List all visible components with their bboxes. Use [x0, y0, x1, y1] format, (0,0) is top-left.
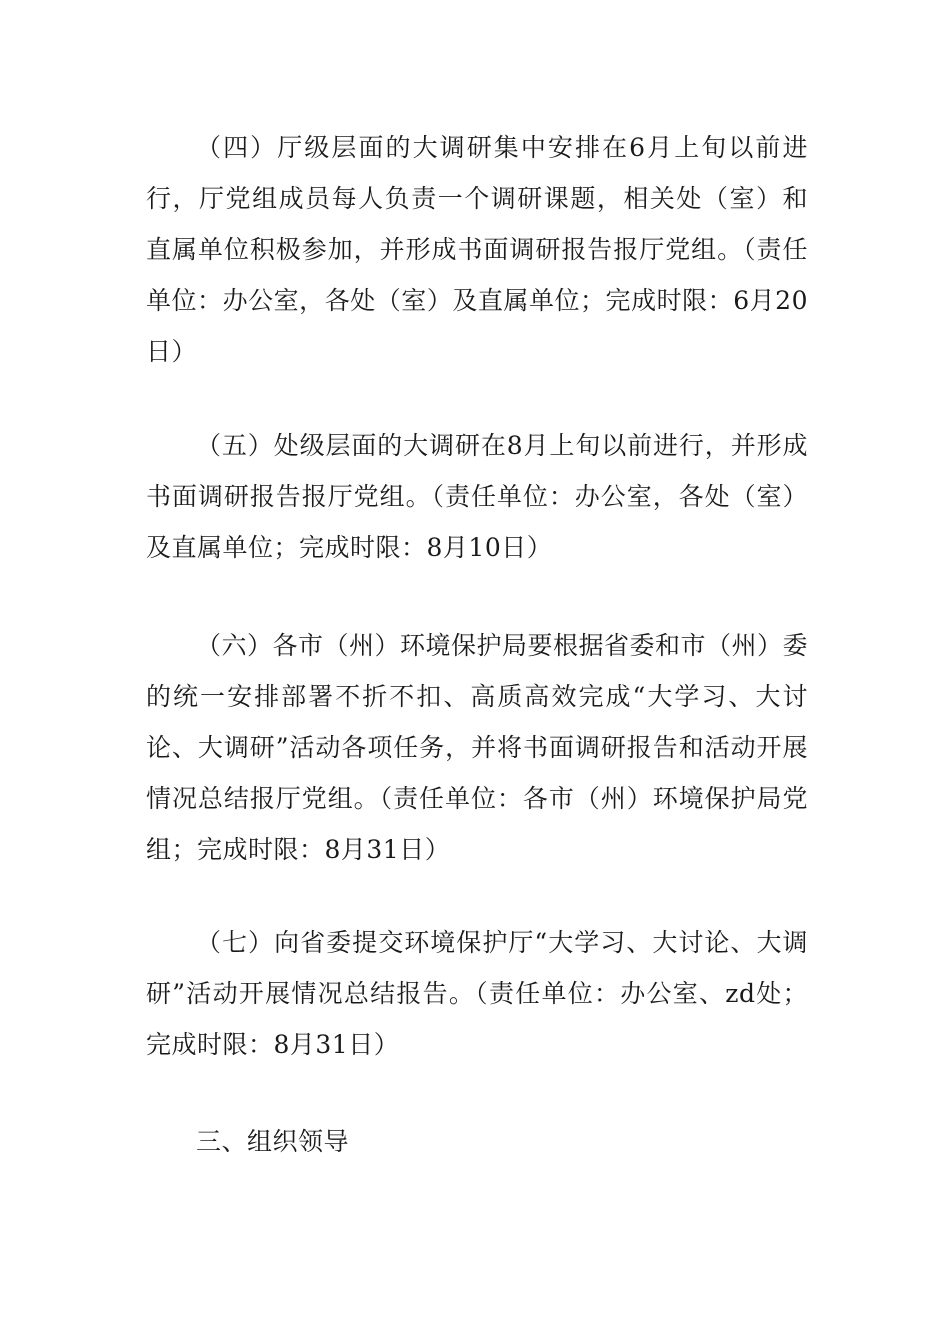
paragraph-item-6: （六）各市（州）环境保护局要根据省委和市（州）委的统一安排部署不折不扣、高质高效完成“大学习、大讨论、大调研”活动各项任务，并将书面调研报告和活动开展情况总结报厅党组。（责任单位：各市（州）环境保护局党组；完成时限：8月31日）	[146, 631, 809, 864]
section-heading: 三、组织领导	[196, 1127, 350, 1156]
paragraph-item-7: （七）向省委提交环境保护厅“大学习、大讨论、大调研”活动开展情况总结报告。（责任单位：办公室、zd处；完成时限：8月31日）	[146, 928, 808, 1059]
paragraph-item-4: （四）厅级层面的大调研集中安排在6月上旬以前进行，厅党组成员每人负责一个调研课题，相关处（室）和直属单位积极参加，并形成书面调研报告报厅党组。（责任单位：办公室，各处（室）及直属单位；完成时限：6月20日）	[146, 133, 808, 366]
paragraph-item-5: （五）处级层面的大调研在8月上旬以前进行，并形成书面调研报告报厅党组。（责任单位：办公室，各处（室）及直属单位；完成时限：8月10日）	[146, 431, 808, 562]
